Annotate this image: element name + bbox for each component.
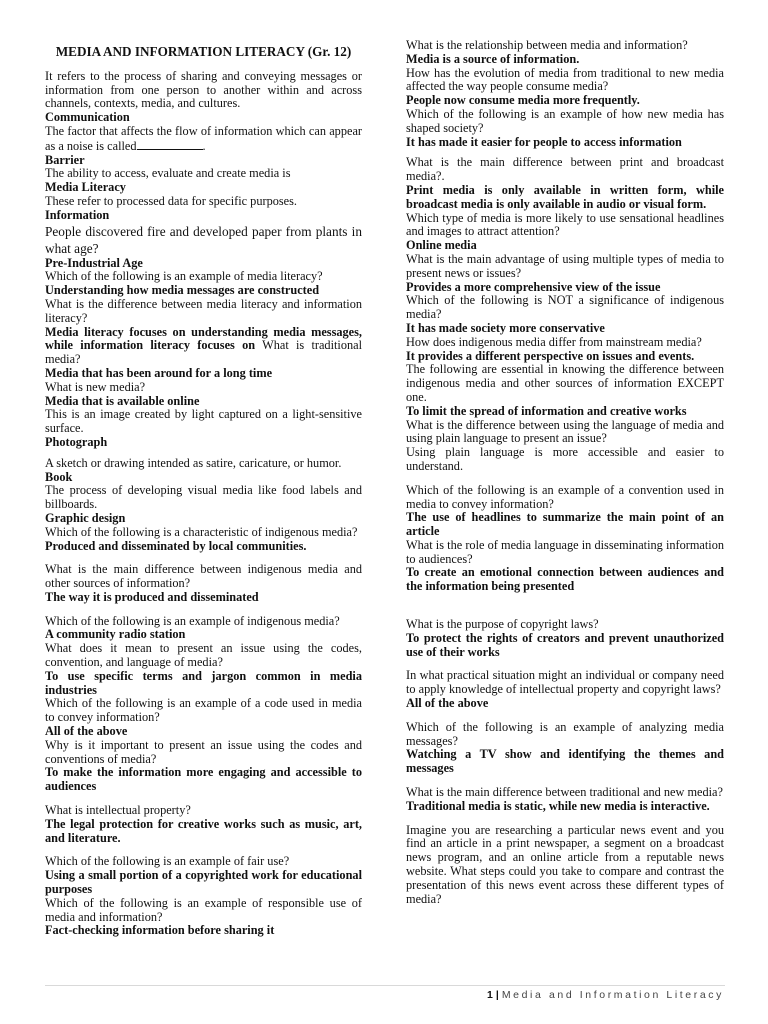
qa-item — [406, 786, 724, 814]
qa-item — [45, 367, 362, 395]
question-text: Which of the following is an example of a convention used in media to convey information? — [406, 482, 724, 511]
qa-item — [406, 618, 724, 659]
qa-item — [406, 336, 724, 364]
answer-text: Graphic design — [45, 510, 126, 525]
question-text: It refers to the process of sharing and conveying messages or information from one person to another within and across channels, contexts, media, and cultures. — [45, 68, 362, 111]
answer-text: To protect the rights of creators and prevent unauthorized use of their works — [406, 630, 724, 659]
answer-text: Media is a source of information. — [406, 51, 580, 66]
question-text: What is the relationship between media and information? — [406, 38, 688, 52]
answer-text: It has made it easier for people to access information — [406, 134, 682, 149]
qa-item — [406, 539, 724, 594]
qa-item — [45, 897, 362, 938]
qa-item — [45, 70, 362, 125]
document-title: MEDIA AND INFORMATION LITERACY (Gr. 12) — [55, 44, 352, 59]
qa-item — [45, 457, 362, 485]
answer-text: Traditional media is static, while new media is interactive. — [406, 798, 710, 813]
footer-separator: | — [495, 989, 499, 1001]
question-text: Which of the following is an example of how new media has shaped society? — [406, 106, 724, 135]
question-text: What is intellectual property? — [45, 803, 191, 818]
qa-item — [45, 697, 362, 738]
question-text: The factor that affects the flow of information which can appear as a noise is called . — [45, 123, 362, 153]
answer-text: Media literacy focuses on understanding media messages, while information literacy focuses on What is traditional media? — [45, 324, 362, 367]
page-number: 1 — [487, 989, 493, 1001]
question-text: What is the main difference between indigenous media and other sources of information? — [45, 562, 362, 591]
qa-item — [45, 298, 362, 367]
answer-text: To make the information more engaging and accessible to audiences — [45, 765, 362, 794]
answer-text: Media Literacy — [45, 180, 126, 195]
qa-item — [45, 223, 362, 271]
question-text: What is the difference between using the language of media and using plain language to present an issue? — [406, 417, 724, 446]
qa-item — [45, 395, 362, 436]
answer-text: Understanding how media messages are constructed — [45, 283, 320, 298]
qa-item — [45, 270, 362, 298]
answer-text: It has made society more conservative — [406, 320, 605, 335]
qa-item — [45, 563, 362, 604]
question-text: The process of developing visual media like food labels and billboards. — [45, 483, 362, 512]
question-text: Using plain language is more accessible and easier to understand. — [406, 445, 724, 473]
qa-item — [406, 294, 724, 335]
qa-item — [406, 39, 724, 67]
question-text: What is the main difference between print and broadcast media?. — [406, 155, 724, 184]
qa-item — [45, 642, 362, 697]
fill-in-blank — [137, 139, 203, 150]
question-text: Which of the following is NOT a significance of indigenous media? — [406, 293, 724, 322]
answer-text: Provides a more comprehensive view of the issue — [406, 279, 661, 294]
answer-text: Produced and disseminated by local communities. — [45, 538, 307, 553]
answer-text: Media that is available online — [45, 393, 200, 408]
footer-title: Media and Information Literacy — [501, 989, 724, 1001]
answer-text: The way it is produced and disseminated — [45, 589, 259, 604]
qa-item — [406, 721, 724, 776]
question-text: What is the main advantage of using multiple types of media to present news or issues? — [406, 251, 724, 280]
answer-text: To create an emotional connection between audiences and the information being presented — [406, 565, 724, 594]
answer-text: Information — [45, 207, 110, 222]
qa-item — [406, 156, 724, 211]
question-text: Which of the following is a characteristic of indigenous media? — [45, 524, 358, 539]
answer-text: People now consume media more frequently. — [406, 93, 640, 108]
qa-item — [406, 419, 724, 474]
question-text: What is new media? — [45, 379, 146, 394]
answer-text: Online media — [406, 238, 477, 253]
question-text: How does indigenous media differ from mainstream media? — [406, 334, 702, 349]
question-text: Which of the following is an example of fair use? — [45, 854, 290, 869]
footer-divider — [45, 985, 725, 986]
qa-item — [406, 824, 724, 907]
qa-item — [406, 67, 724, 108]
qa-item — [406, 108, 724, 149]
answer-text: All of the above — [406, 696, 489, 711]
question-text: People discovered fire and developed paper from plants in what age? — [45, 223, 362, 256]
question-text: In what practical situation might an individual or company need to apply knowledge of intellectual property and copyright laws? — [406, 668, 724, 697]
question-text: Which of the following is an example of indigenous media? — [45, 613, 340, 628]
question-text: What is the difference between media literacy and information literacy? — [45, 296, 362, 325]
qa-item — [45, 125, 362, 167]
answer-text: Photograph — [45, 434, 108, 449]
question-text: Which of the following is an example of analyzing media messages? — [406, 719, 724, 748]
qa-item — [45, 167, 362, 195]
question-text: What is the purpose of copyright laws? — [406, 617, 599, 632]
qa-item — [45, 436, 362, 450]
qa-item — [406, 669, 724, 710]
right-column — [406, 39, 724, 906]
question-text: Which of the following is an example of media literacy? — [45, 269, 323, 284]
qa-item — [45, 484, 362, 525]
answer-text: Using a small portion of a copyrighted work for educational purposes — [45, 868, 362, 897]
answer-text: Barrier — [45, 152, 85, 167]
qa-item — [45, 855, 362, 896]
qa-item — [45, 804, 362, 845]
answer-text: Print media is only available in written form, while broadcast media is only available in audio or visual form. — [406, 182, 724, 211]
answer-text: Fact-checking information before sharing it — [45, 923, 275, 938]
answer-text: To use specific terms and jargon common in media industries — [45, 668, 362, 697]
answer-text: All of the above — [45, 724, 128, 739]
question-text: Why is it important to present an issue using the codes and conventions of media? — [45, 737, 362, 766]
question-text: A sketch or drawing intended as satire, caricature, or humor. — [45, 455, 342, 470]
answer-text: To limit the spread of information and creative works — [406, 403, 687, 418]
qa-item — [406, 253, 724, 294]
qa-item — [45, 526, 362, 554]
question-text: Imagine you are researching a particular news event and you find an article in a print newspaper, a segment on a broadcast news program, and an online article from a reputable news website. What steps could you take to compare and contrast the presentation of this news event across these different types of media? — [406, 822, 724, 906]
question-text: The following are essential in knowing the difference between indigenous media and other sources of information EXCEPT one. — [406, 362, 724, 404]
question-text: How has the evolution of media from traditional to new media affected the way people consume media? — [406, 65, 724, 94]
answer-text: Pre-Industrial Age — [45, 255, 143, 270]
qa-item — [45, 195, 362, 223]
question-text: Which of the following is an example of a code used in media to convey information? — [45, 696, 362, 725]
answer-text: Book — [45, 469, 73, 484]
answer-text: Media that has been around for a long time — [45, 365, 273, 380]
question-text: Which of the following is an example of responsible use of media and information? — [45, 895, 362, 924]
question-text: This is an image created by light captured on a light-sensitive surface. — [45, 407, 362, 436]
question-text: The ability to access, evaluate and create media is — [45, 166, 291, 181]
answer-text: The use of headlines to summarize the main point of an article — [406, 510, 724, 539]
question-text: What does it mean to present an issue using the codes, convention, and language of media? — [45, 641, 362, 670]
qa-item — [406, 212, 724, 253]
answer-text: Watching a TV show and identifying the themes and messages — [406, 747, 724, 776]
qa-item — [406, 484, 724, 539]
answer-text: It provides a different perspective on issues and events. — [406, 348, 695, 363]
answer-text: A community radio station — [45, 627, 186, 642]
page-footer — [487, 989, 724, 1003]
answer-text: The legal protection for creative works such as music, art, and literature. — [45, 816, 362, 845]
question-text: What is the role of media language in disseminating information to audiences? — [406, 537, 724, 566]
qa-item — [45, 615, 362, 643]
question-text: Which type of media is more likely to use sensational headlines and images to attract attention? — [406, 210, 724, 239]
answer-text: Communication — [45, 110, 130, 125]
left-column — [45, 39, 362, 938]
question-text-inline: What is traditional media? — [45, 338, 362, 367]
qa-item — [45, 739, 362, 794]
question-text: These refer to processed data for specific purposes. — [45, 193, 297, 208]
question-text: What is the main difference between traditional and new media? — [406, 785, 723, 800]
qa-item — [406, 363, 724, 418]
